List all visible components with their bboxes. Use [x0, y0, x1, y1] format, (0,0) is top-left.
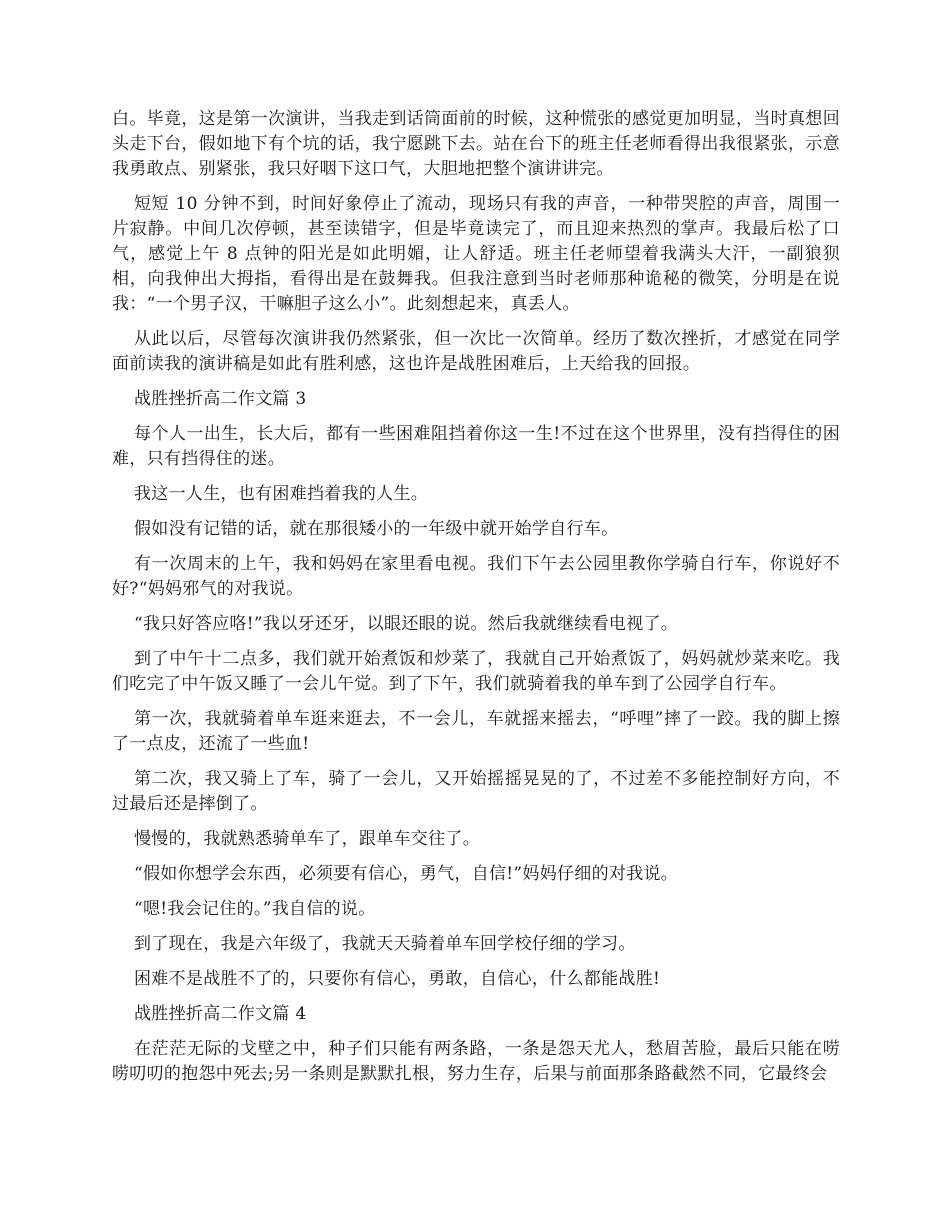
paragraph: 到了中午十二点多，我们就开始煮饭和炒菜了，我就自己开始煮饭了，妈妈就炒菜来吃。我们吃完了中午饭又睡了一会儿午觉。到了下午，我们就骑着我的单车到了公园学自行车。 — [112, 649, 840, 694]
paragraph: 白。毕竟，这是第一次演讲，当我走到话筒面前的时候，这种慌张的感觉更加明显，当时真想回头走下台，假如地下有个坑的话，我宁愿跳下去。站在台下的班主任老师看得出我很紧张，示意我勇敢点、别紧张，我只好咽下这口气，大胆地把整个演讲讲完。 — [112, 109, 840, 179]
paragraph: 困难不是战胜不了的，只要你有信心，勇敢，自信心，什么都能战胜! — [134, 969, 661, 989]
paragraph: 我这一人生，也有困难挡着我的人生。 — [134, 484, 429, 504]
paragraph: 第一次，我就骑着单车逛来逛去，不一会儿，车就摇来摇去，“呼哩”摔了一跤。我的脚上擦了一点皮，还流了一些血! — [112, 709, 840, 754]
paragraph: “我只好答应咯!”我以牙还牙，以眼还眼的说。然后我就继续看电视了。 — [134, 614, 679, 634]
paragraph: 有一次周末的上午，我和妈妈在家里看电视。我们下午去公园里教你学骑自行车，你说好不好?“妈妈邪气的对我说。 — [112, 554, 840, 599]
paragraph: 到了现在，我是六年级了，我就天天骑着单车回学校仔细的学习。 — [134, 934, 636, 954]
paragraph: 短短 10 分钟不到，时间好象停止了流动，现场只有我的声音，一种带哭腔的声音，周围一片寂静。中间几次停顿，甚至读错字，但是毕竟读完了，而且迎来热烈的掌声。我最后松了口气，感觉上午 8 点钟的阳光是如此明媚，让人舒适。班主任老师望着我满头大汗，一副狼狈相，向我伸出大拇指，看得出是在鼓舞我。但我注意到当时老师那种诡秘的微笑，分明是在说我：“一个男子汉，干嘛胆子这么小”。此刻想起来，真丢人。 — [112, 194, 840, 314]
paragraph: 在茫茫无际的戈壁之中，种子们只能有两条路，一条是怨天尤人，愁眉苦脸，最后只能在唠唠叨叨的抱怨中死去;另一条则是默默扎根，努力生存，后果与前面那条路截然不同，它最终会 — [112, 1039, 840, 1084]
paragraph: 每个人一出生，长大后，都有一些困难阻挡着你这一生!不过在这个世界里，没有挡得住的困难，只有挡得住的迷。 — [112, 424, 840, 469]
section-heading: 战胜挫折高二作文篇 4 — [134, 1004, 307, 1024]
section-heading: 战胜挫折高二作文篇 3 — [134, 389, 307, 409]
paragraph: 慢慢的，我就熟悉骑单车了，跟单车交往了。 — [134, 829, 480, 849]
paragraph: 第二次，我又骑上了车，骑了一会儿，又开始摇摇晃晃的了，不过差不多能控制好方向，不过最后还是摔倒了。 — [112, 769, 840, 814]
paragraph: 假如没有记错的话，就在那很矮小的一年级中就开始学自行车。 — [134, 519, 619, 539]
paragraph: “嗯!我会记住的。”我自信的说。 — [134, 899, 376, 919]
document-body — [112, 107, 840, 1097]
paragraph: “假如你想学会东西，必须要有信心，勇气，自信!”妈妈仔细的对我说。 — [134, 864, 679, 884]
paragraph: 从此以后，尽管每次演讲我仍然紧张，但一次比一次简单。经历了数次挫折，才感觉在同学面前读我的演讲稿是如此有胜利感，这也许是战胜困难后，上天给我的回报。 — [112, 329, 840, 374]
